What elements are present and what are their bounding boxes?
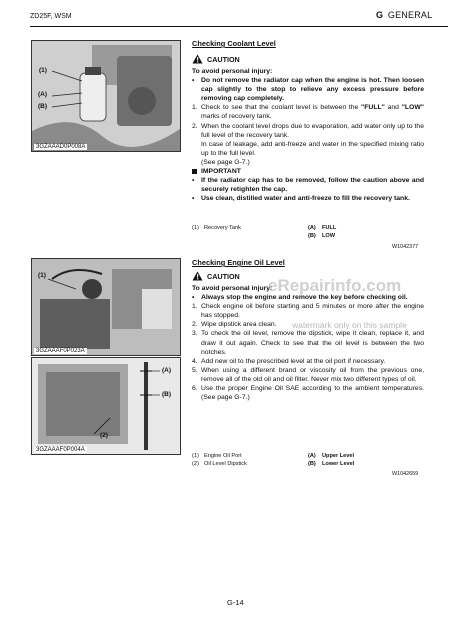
legend-row: (1) Engine Oil Port (A) Upper Level	[192, 453, 355, 459]
coolant-avoid: To avoid personal injury:	[192, 68, 273, 75]
oil-step-5: 5. When using a different brand or viscosity oil from the previous one, remove all of the old oil and oil filter. Never mix two different types of oil.	[192, 366, 424, 383]
warning-triangle-icon	[192, 54, 203, 64]
oil-step-1: 1. Check engine oil before starting and 5 minutes or more after the engine has stopped.	[192, 303, 424, 320]
oil-caution-heading	[192, 271, 240, 281]
watermark-note: watermark only on this sample	[292, 320, 407, 330]
oil-section-title: Checking Engine Oil Level	[192, 258, 285, 267]
bullet-icon: •	[192, 77, 195, 85]
figure-oil-port-photo	[31, 258, 181, 356]
coolant-step-2-ref: (See page G-7.)	[201, 158, 250, 166]
coolant-step-2-extra: In case of leakage, add anti-freeze and water in the specified mixing ratio up to the full level.	[201, 140, 424, 157]
legend-row: (2) Oil Level Dipstick (B) Lower Level	[192, 461, 355, 467]
figure-dipstick-label-2: (2)	[100, 432, 108, 439]
dipstick-diagram-illustration	[32, 358, 180, 454]
figure-oil-port-caption: 3GZAAAF0P023A	[36, 348, 85, 354]
coolant-photo-illustration	[32, 41, 180, 151]
header-model: ZD25F, WSM	[30, 13, 72, 20]
figure-coolant-caption: 3GZAAAD0P008A	[36, 144, 86, 150]
coolant-body	[192, 67, 424, 203]
bullet-icon: •	[192, 294, 195, 302]
figure-coolant-label-a: (A)	[38, 91, 48, 98]
oil-body	[192, 284, 424, 402]
oil-step-4: 4. Add new oil to the prescribed level at the oil port if necessary.	[192, 357, 386, 365]
oil-port-photo-illustration	[32, 259, 180, 355]
oil-step-6: 6. Use the proper Engine Oil SAE according to the ambient temperatures. (See page G-7.)	[192, 385, 424, 402]
coolant-caution-label: CAUTION	[207, 54, 240, 64]
coolant-caution-bullet: • Do not remove the radiator cap when the engine is hot. Then loosen cap slightly to the stop to relieve any excess pressure before removing cap completely.	[192, 77, 424, 103]
oil-doc-code: W1042659	[392, 471, 419, 477]
oil-caution-label: CAUTION	[207, 271, 240, 281]
bullet-icon: •	[192, 195, 195, 203]
figure-coolant-photo	[31, 40, 181, 152]
header-section-letter: G	[376, 10, 384, 20]
oil-step-3: 3. To check the oil level, remove the dipstick, wipe it clean, replace it, and draw it out again. Check to see that the oil level is between the two notches.	[192, 330, 424, 356]
header-rule	[30, 26, 448, 27]
coolant-important-1: • If the radiator cap has to be removed, follow the caution above and securely retighten the cap.	[192, 177, 424, 194]
coolant-doc-code: W1042377	[392, 244, 419, 250]
warning-triangle-icon	[192, 271, 203, 281]
header-section-name: GENERAL	[387, 10, 433, 20]
oil-caution-bullet: • Always stop the engine and remove the key before checking oil.	[192, 294, 408, 302]
legend-row: (B) LOW	[308, 233, 336, 239]
figure-coolant-label-1: (1)	[39, 67, 47, 74]
header-section	[376, 10, 432, 20]
coolant-step-1: 1. Check to see that the coolant level is between the "FULL" and "LOW" marks of recovery tank.	[192, 104, 424, 121]
figure-oil-port-label-1: (1)	[38, 272, 46, 279]
figure-dipstick-label-b: (B)	[162, 391, 172, 398]
bullet-icon: •	[192, 177, 195, 185]
important-square-icon	[192, 169, 197, 174]
figure-coolant-label-b: (B)	[38, 103, 48, 110]
coolant-important-heading: IMPORTANT	[192, 167, 424, 176]
figure-dipstick-diagram	[31, 357, 181, 455]
oil-step-2: 2. Wipe dipstick area clean.	[192, 321, 277, 329]
oil-avoid: To avoid personal injury:	[192, 285, 273, 292]
legend-row: (1) Recovery Tank (A) FULL	[192, 225, 337, 231]
coolant-caution-heading	[192, 54, 240, 64]
figure-dipstick-label-a: (A)	[162, 367, 172, 374]
coolant-step-2: 2. When the coolant level drops due to evaporation, add water only up to the full level of the recovery tank.	[192, 122, 424, 139]
coolant-section-title: Checking Coolant Level	[192, 39, 276, 48]
coolant-legend	[192, 224, 424, 240]
watermark-site: eRepairinfo.com	[268, 276, 402, 295]
oil-legend	[192, 452, 424, 468]
coolant-important-2: • Use clean, distilled water and anti-freeze to fill the recovery tank.	[192, 195, 410, 203]
figure-dipstick-caption: 3GZAAAF0P004A	[36, 447, 85, 453]
page-number: G-14	[227, 598, 244, 607]
